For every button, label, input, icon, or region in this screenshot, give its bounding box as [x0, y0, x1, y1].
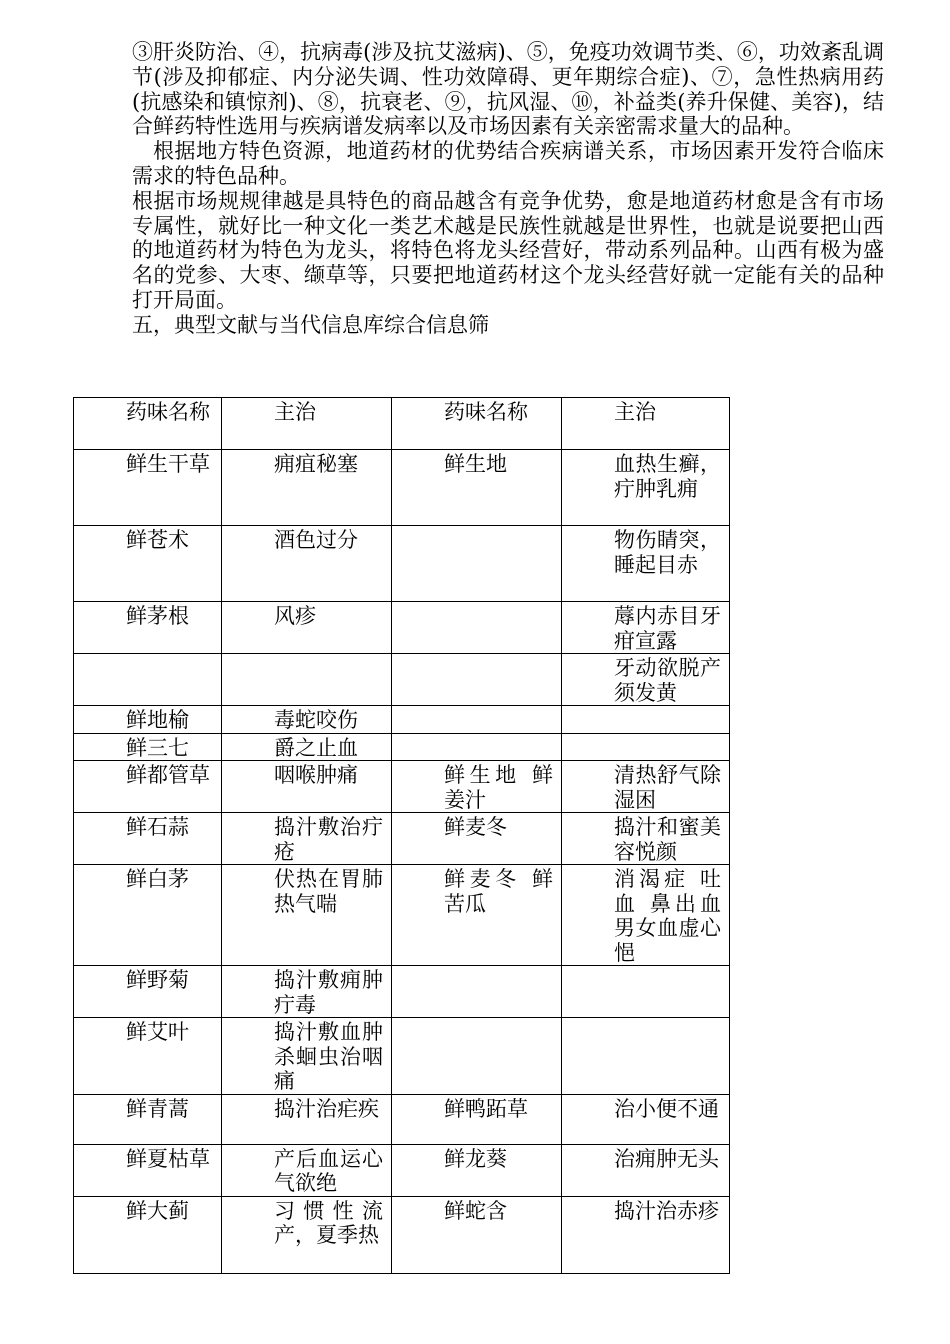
paragraph-local-resources: 根据地方特色资源，地道药材的优势结合疾病谱关系，市场因素开发符合临床需求的特色品种。	[132, 139, 884, 188]
table-cell: 鲜茅根	[74, 602, 222, 654]
table-cell: 鲜苍术	[74, 526, 222, 602]
table-cell: 鲜生地 鲜姜汁	[392, 761, 562, 813]
table-cell: 捣汁敷血肿 杀蛔虫治咽痛	[222, 1018, 392, 1095]
table-cell: 治痈肿无头	[562, 1144, 730, 1196]
table-cell: 酒色过分	[222, 526, 392, 602]
table-cell: 捣汁治赤疹	[562, 1196, 730, 1273]
table-row	[74, 654, 730, 706]
paragraph-market-rules: 根据市场规规律越是具特色的商品越含有竞争优势，愈是地道药材愈是含有市场专属性，就好比一种文化一类艺术越是民族性就越是世界性，也就是说要把山西的地道药材为特色为龙头，将特色将龙头经营好，带动系列品种。山西有极为盛名的党参、大枣、缬草等，只要把地道药材这个龙头经营好就一定能有关的品种打开局面。	[132, 188, 884, 312]
table-cell	[562, 1018, 730, 1095]
table-row	[74, 602, 730, 654]
table-cell	[392, 733, 562, 761]
table-cell: 伏热在胃肺热气喘	[222, 865, 392, 966]
table-cell: 鲜生干草	[74, 450, 222, 526]
table-row	[74, 966, 730, 1018]
table-cell: 鲜都管草	[74, 761, 222, 813]
table-cell: 捣汁敷治疔疮	[222, 813, 392, 865]
header-cell-indication-2: 主治	[562, 398, 730, 450]
table-cell: 鲜夏枯草	[74, 1144, 222, 1196]
table-row	[74, 761, 730, 813]
table-cell: 捣汁和蜜美容悦颜	[562, 813, 730, 865]
table-cell: 鲜石蒜	[74, 813, 222, 865]
table-row	[74, 1094, 730, 1144]
table-cell: 蓐内赤目牙疳宣露	[562, 602, 730, 654]
table-cell	[392, 1018, 562, 1095]
table-cell: 消渴症 吐血 鼻出血男女血虚心悒	[562, 865, 730, 966]
table-cell	[222, 654, 392, 706]
herb-table	[73, 397, 730, 1274]
table-cell: 牙动欲脱产须发黄	[562, 654, 730, 706]
table-cell	[392, 966, 562, 1018]
table-cell: 治小便不通	[562, 1094, 730, 1144]
table-row	[74, 1144, 730, 1196]
body-text	[132, 40, 884, 338]
table-row	[74, 450, 730, 526]
table-cell: 鲜艾叶	[74, 1018, 222, 1095]
table-cell: 鲜龙葵	[392, 1144, 562, 1196]
table-cell: 鲜大蓟	[74, 1196, 222, 1273]
table-cell	[392, 706, 562, 734]
header-cell-indication: 主治	[222, 398, 392, 450]
table-row	[74, 733, 730, 761]
table-cell	[392, 526, 562, 602]
table-cell: 痈疽秘塞	[222, 450, 392, 526]
header-cell-herb-name: 药味名称	[74, 398, 222, 450]
table-cell	[74, 654, 222, 706]
table-cell: 咽喉肿痛	[222, 761, 392, 813]
table-row	[74, 865, 730, 966]
table-cell: 血热生癣，疔肿乳痈	[562, 450, 730, 526]
table-cell: 鲜野菊	[74, 966, 222, 1018]
table-cell: 鲜麦冬	[392, 813, 562, 865]
paragraph-disease-categories: ③肝炎防治、④，抗病毒(涉及抗艾滋病)、⑤，免疫功效调节类、⑥，功效紊乱调节(涉及抑郁症、内分泌失调、性功效障碍、更年期综合症)、⑦，急性热病用药(抗感染和镇惊剂)、⑧，抗衰老、⑨，抗风湿、⑩，补益类(养升保健、美容)，结合鲜药特性选用与疾病谱发病率以及市场因素有关亲密需求量大的品种。	[132, 40, 884, 139]
table-cell: 风疹	[222, 602, 392, 654]
header-cell-herb-name-2: 药味名称	[392, 398, 562, 450]
table-cell: 鲜三七	[74, 733, 222, 761]
table-cell: 捣汁敷痈肿疔毒	[222, 966, 392, 1018]
table-row	[74, 813, 730, 865]
table-cell: 鲜鸭跖草	[392, 1094, 562, 1144]
table-row	[74, 1196, 730, 1273]
table-cell: 鲜地榆	[74, 706, 222, 734]
table-row	[74, 1018, 730, 1095]
table-row	[74, 706, 730, 734]
table-cell	[562, 733, 730, 761]
table-cell: 物伤睛突，睡起目赤	[562, 526, 730, 602]
table-cell: 产后血运心气欲绝	[222, 1144, 392, 1196]
table-cell: 清热舒气除湿困	[562, 761, 730, 813]
table-cell: 爵之止血	[222, 733, 392, 761]
table-cell	[562, 706, 730, 734]
table-cell: 毒蛇咬伤	[222, 706, 392, 734]
table-cell: 习惯性流产，夏季热	[222, 1196, 392, 1273]
table-cell	[562, 966, 730, 1018]
section-title: 五，典型文献与当代信息库综合信息筛	[132, 312, 489, 337]
table-row	[74, 526, 730, 602]
table-cell: 鲜生地	[392, 450, 562, 526]
table-cell: 鲜麦冬 鲜苦瓜	[392, 865, 562, 966]
table-cell: 鲜蛇含	[392, 1196, 562, 1273]
table-cell	[392, 602, 562, 654]
table-cell	[392, 654, 562, 706]
table-cell: 鲜白茅	[74, 865, 222, 966]
table-header-row	[74, 398, 730, 450]
table-cell: 鲜青蒿	[74, 1094, 222, 1144]
table-cell: 捣汁治疟疾	[222, 1094, 392, 1144]
